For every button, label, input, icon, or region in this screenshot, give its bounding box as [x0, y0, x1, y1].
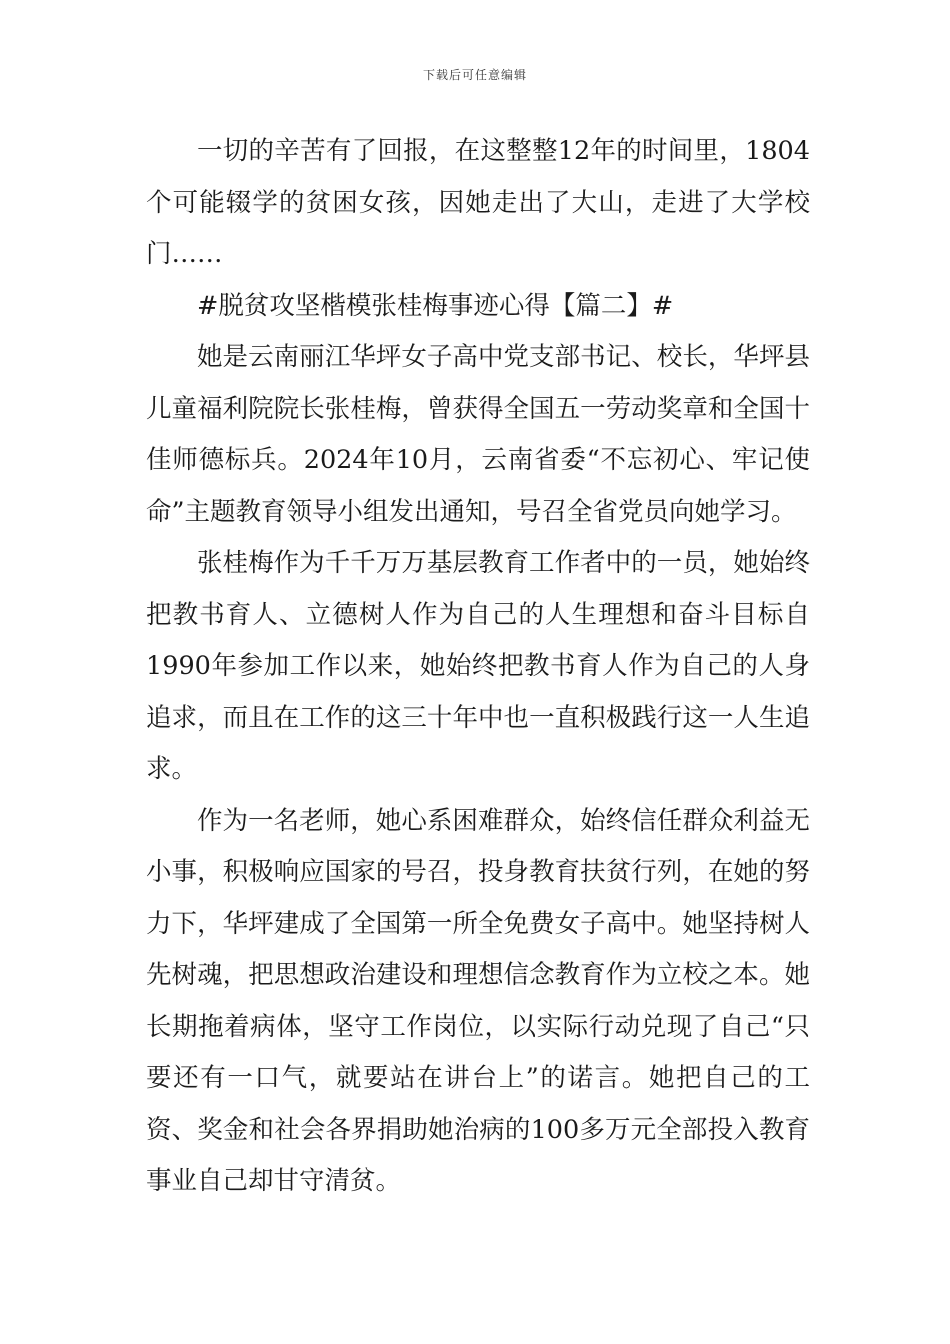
paragraph-ideal: 张桂梅作为千千万万基层教育工作者中的一员，她始终把教书育人、立德树人作为自己的人生理想和奋斗目标自1990年参加工作以来，她始终把教书育人作为自己的人身追求，而且在工作的这三十年中也一直积极践行这一人生追求。: [146, 548, 810, 784]
document-body: [146, 126, 810, 1208]
paragraph-intro: 一切的辛苦有了回报，在这整整12年的时间里，1804个可能辍学的贫困女孩，因她走出了大山，走进了大学校门……: [146, 136, 810, 269]
paragraph-service: 作为一名老师，她心系困难群众，始终信任群众利益无小事，积极响应国家的号召，投身教育扶贫行列，在她的努力下，华坪建成了全国第一所全免费女子高中。她坚持树人先树魂，把思想政治建设和理想信念教育作为立校之本。她长期拖着病体，坚守工作岗位，以实际行动兑现了自己“只要还有一口气，就要站在讲台上”的诺言。她把自己的工资、奖金和社会各界捐助她治病的100多万元全部投入教育事业自己却甘守清贫。: [146, 805, 810, 1196]
section-heading: #脱贫攻坚楷模张桂梅事迹心得【篇二】#: [197, 290, 674, 321]
page-header: 下载后可任意编辑: [422, 68, 527, 82]
paragraph-profile: 她是云南丽江华坪女子高中党支部书记、校长，华坪县儿童福利院院长张桂梅，曾获得全国五一劳动奖章和全国十佳师德标兵。2024年10月，云南省委“不忘初心、牢记使命”主题教育领导小组发出通知，号召全省党员向她学习。: [146, 342, 810, 527]
